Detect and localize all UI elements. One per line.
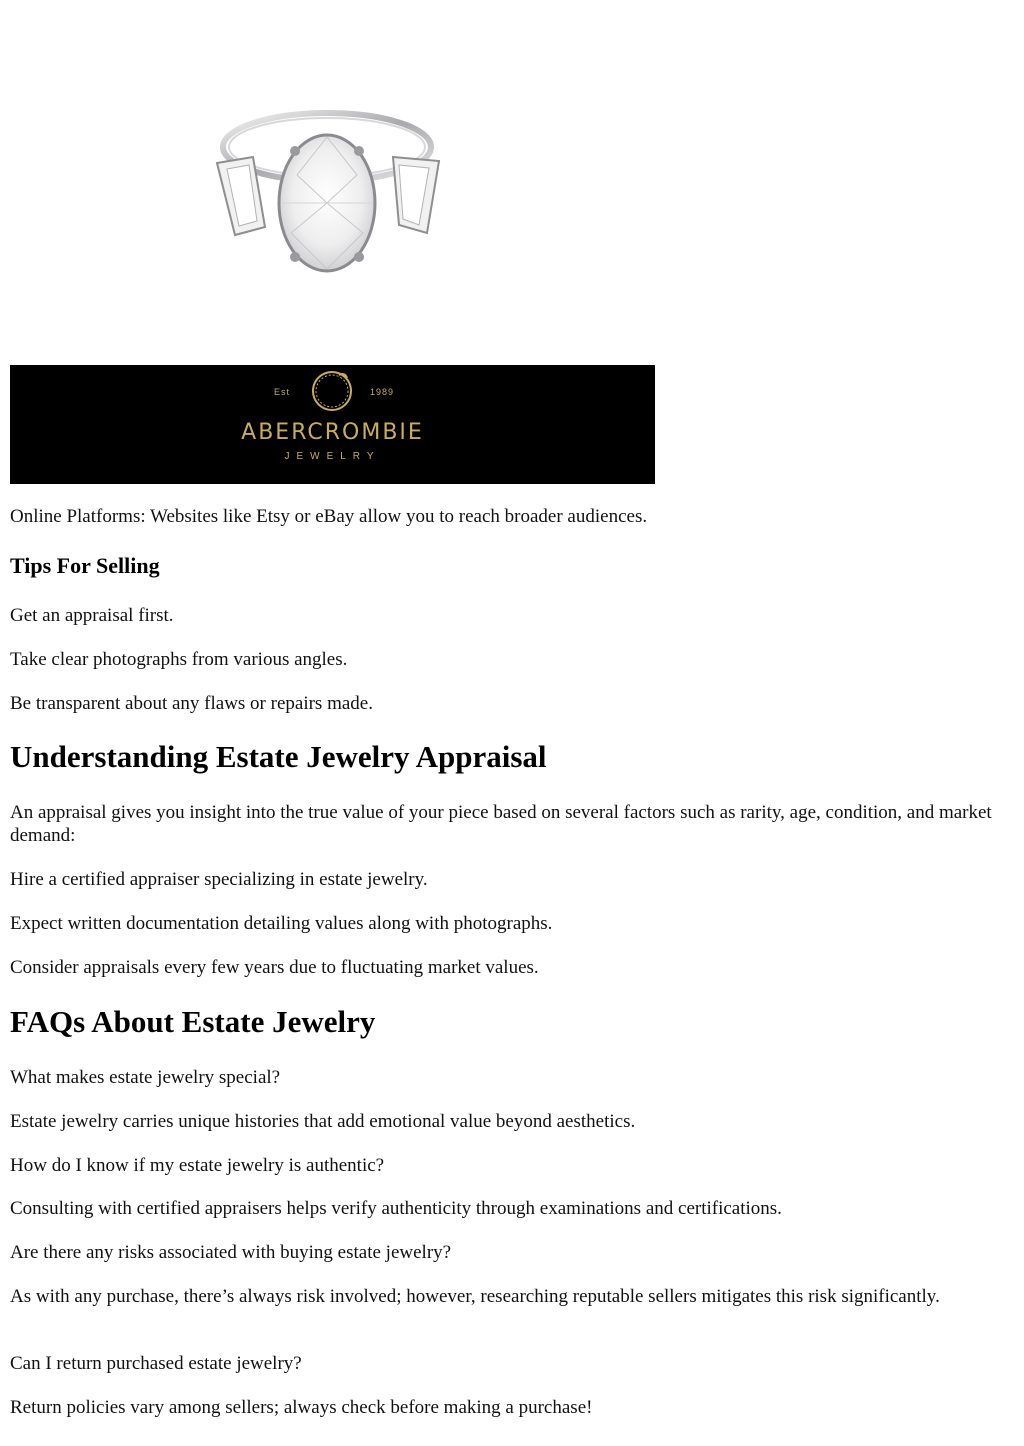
appraisal-heading: Understanding Estate Jewelry Appraisal <box>10 739 547 774</box>
faq-answer: Estate jewelry carries unique histories that add emotional value beyond aesthetics. <box>10 1111 636 1132</box>
appraisal-item: Consider appraisals every few years due to fluctuating market values. <box>10 957 539 978</box>
tip-item: Get an appraisal first. <box>10 605 174 626</box>
appraisal-intro: An appraisal gives you insight into the true value of your piece based on several factors such as rarity, age, condition, and market demand: <box>10 802 992 846</box>
tip-item: Take clear photographs from various angles. <box>10 649 348 670</box>
faq-answer: Return policies vary among sellers; always check before making a purchase! <box>10 1397 593 1418</box>
faq-question: Are there any risks associated with buying estate jewelry? <box>10 1242 452 1263</box>
faq-question: What makes estate jewelry special? <box>10 1067 281 1088</box>
diamond-ring-icon <box>205 105 455 280</box>
brand-banner <box>10 365 655 484</box>
banner-est-label: Est <box>274 387 291 397</box>
faq-answer: As with any purchase, there’s always risk involved; however, researching reputable sellers mitigates this risk significantly. <box>10 1286 940 1307</box>
appraisal-item: Expect written documentation detailing values along with photographs. <box>10 913 553 934</box>
faq-question: Can I return purchased estate jewelry? <box>10 1353 302 1374</box>
faqs-heading: FAQs About Estate Jewelry <box>10 1004 376 1039</box>
banner-year-label: 1989 <box>370 387 395 397</box>
faq-question: How do I know if my estate jewelry is authentic? <box>10 1155 385 1176</box>
banner-brand-name: ABERCROMBIE <box>241 420 424 445</box>
tips-heading: Tips For Selling <box>10 553 160 578</box>
appraisal-item: Hire a certified appraiser specializing in estate jewelry. <box>10 869 428 890</box>
banner-brand-subtitle: JEWELRY <box>284 451 381 462</box>
tip-item: Be transparent about any flaws or repairs made. <box>10 693 373 714</box>
ouroboros-emblem-icon <box>309 368 355 414</box>
online-platforms-text: Online Platforms: Websites like Etsy or eBay allow you to reach broader audiences. <box>10 506 648 527</box>
ring-image <box>205 105 455 280</box>
faq-answer: Consulting with certified appraisers helps verify authenticity through examinations and certifications. <box>10 1198 782 1219</box>
